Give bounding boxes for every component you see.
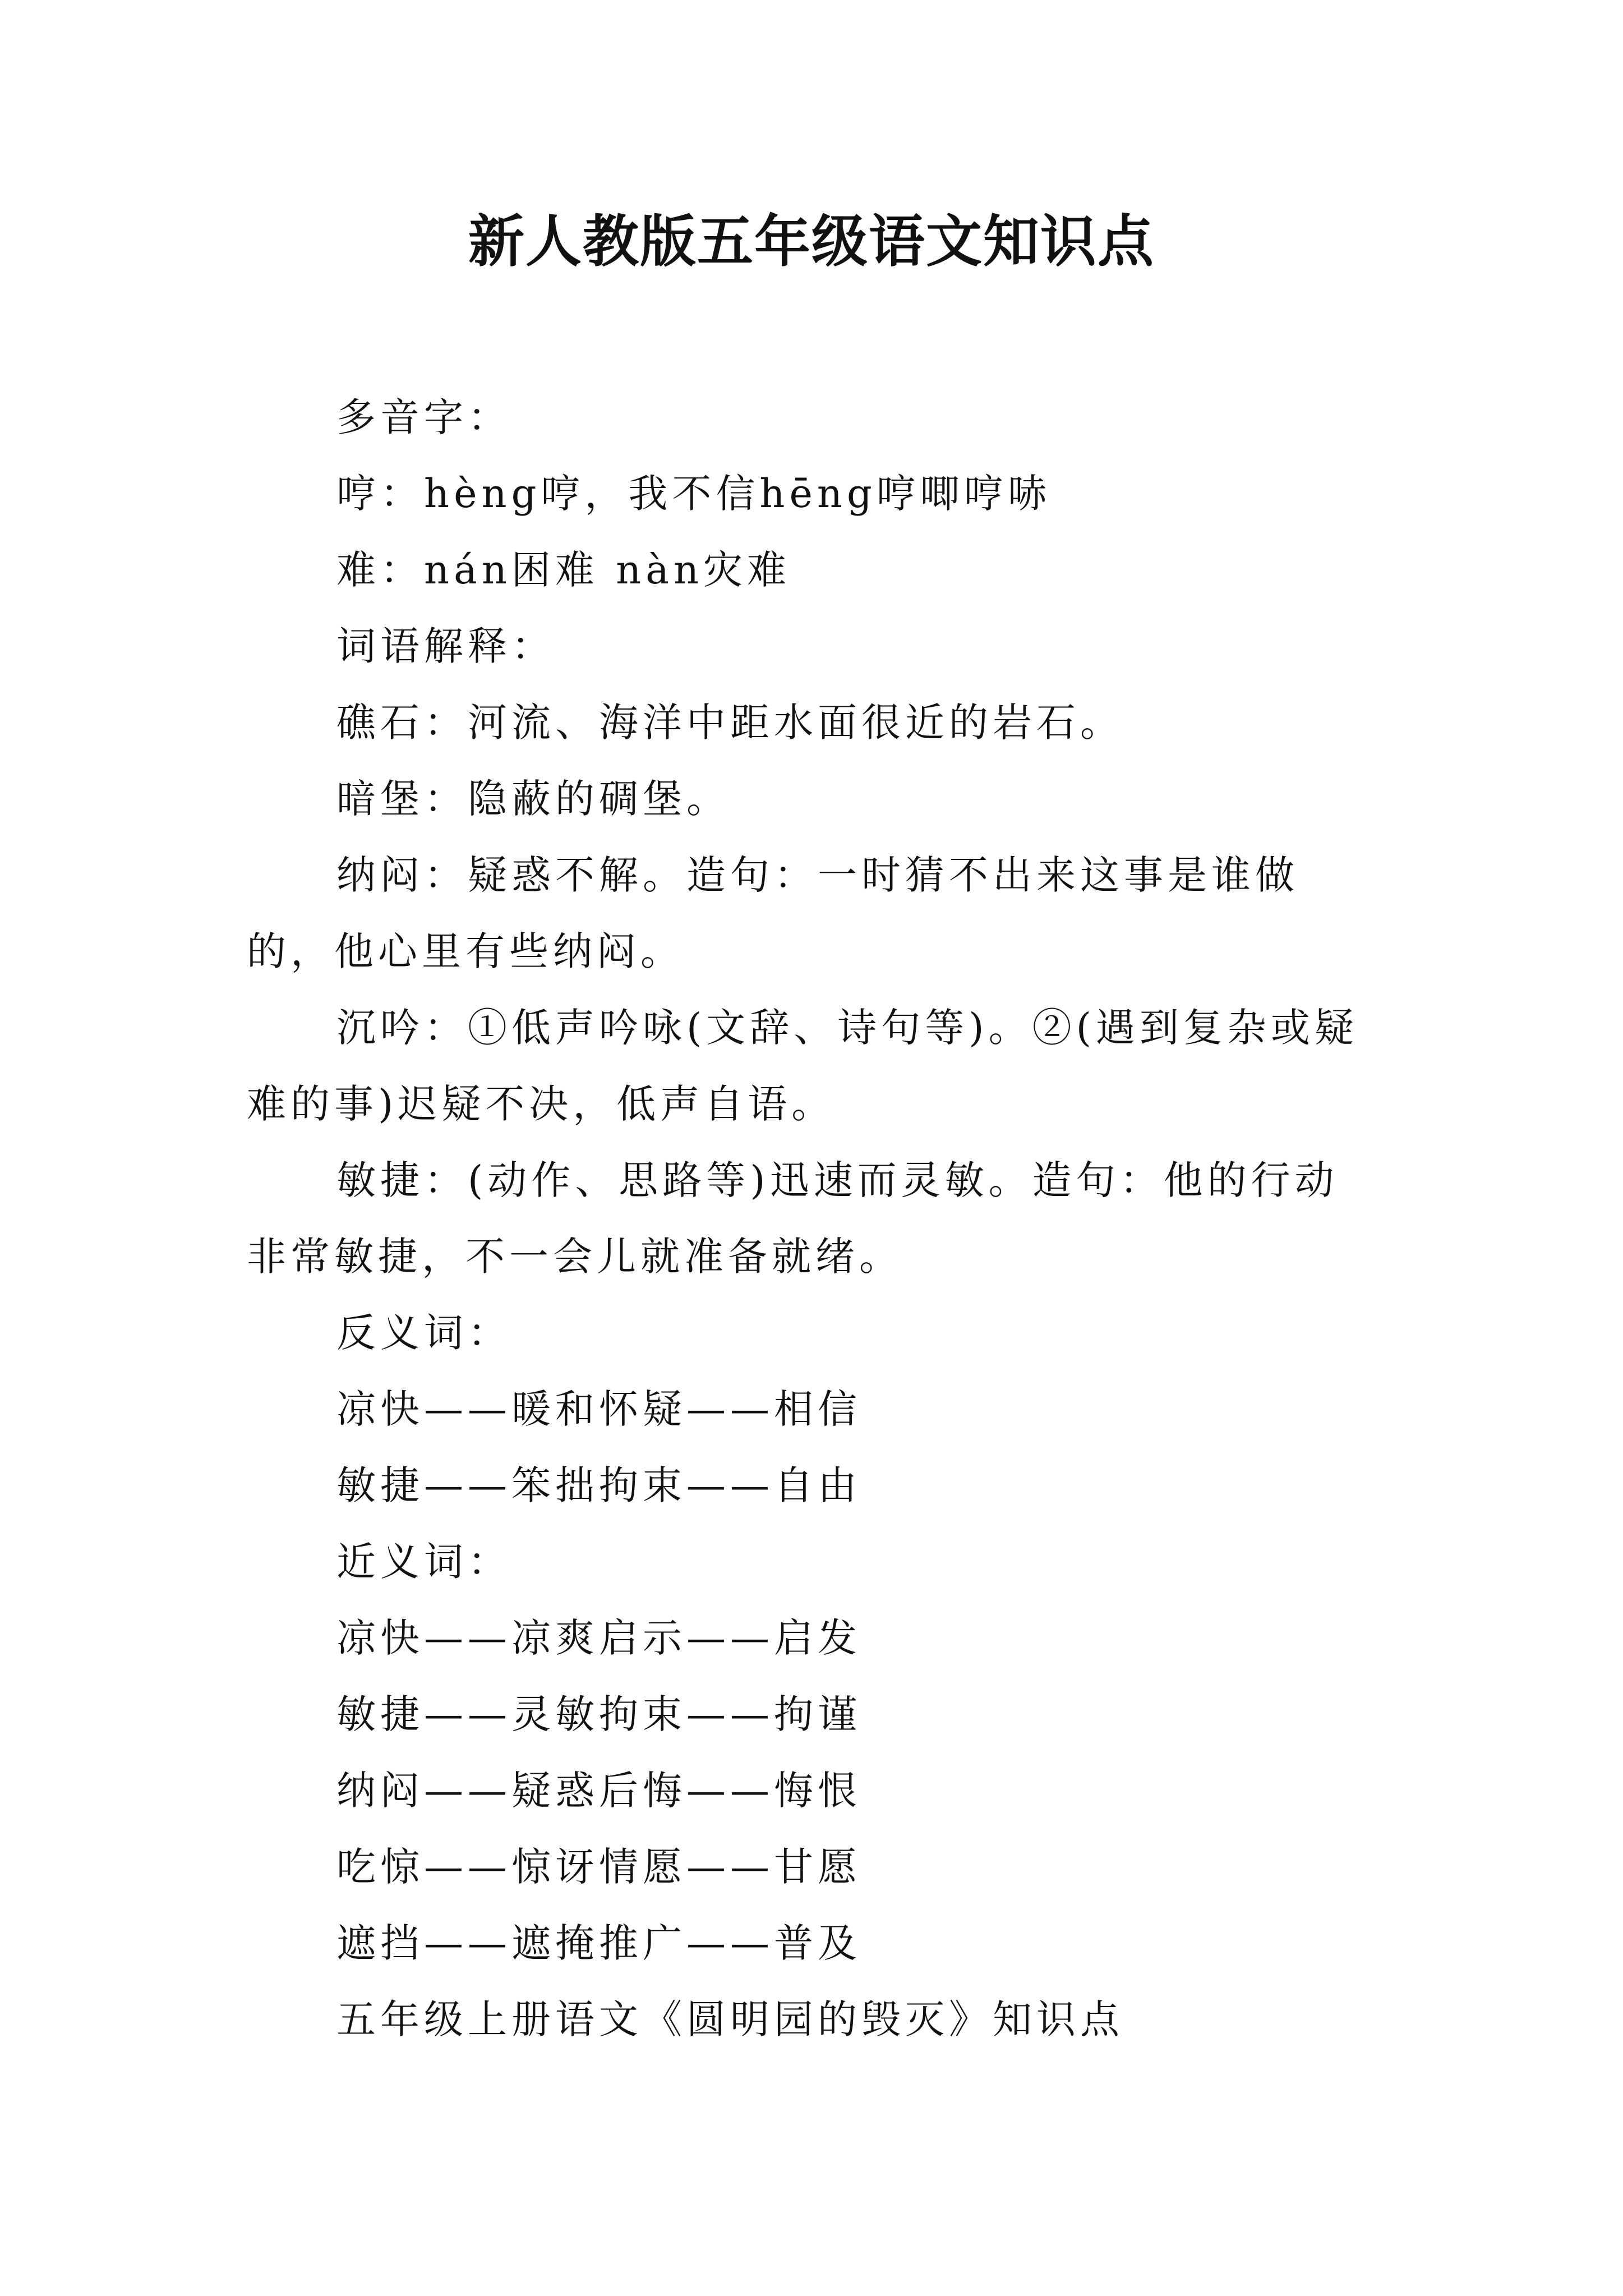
section-heading-synonyms: 近义词： [336, 1539, 511, 1585]
antonym-line-1: 凉快——暖和怀疑——相信 [336, 1386, 861, 1432]
definition-anbao: 暗堡：隐蔽的碉堡。 [336, 776, 730, 822]
synonym-line-4: 吃惊——惊讶情愿——甘愿 [336, 1844, 861, 1890]
synonym-line-3: 纳闷——疑惑后悔——悔恨 [336, 1768, 861, 1814]
section-heading-definitions: 词语解释： [336, 623, 555, 669]
section-heading-polyphonic: 多音字： [336, 394, 511, 440]
antonym-line-2: 敏捷——笨拙拘束——自由 [336, 1462, 861, 1508]
synonym-line-2: 敏捷——灵敏拘束——拘谨 [336, 1691, 861, 1737]
synonym-line-5: 遮挡——遮掩推广——普及 [336, 1920, 861, 1966]
section-heading-yuanmingyuan: 五年级上册语文《圆明园的毁灭》知识点 [336, 1996, 1124, 2042]
section-heading-antonyms: 反义词： [336, 1310, 511, 1356]
definition-namen: 纳闷：疑惑不解。造句：一时猜不出来这事是谁做的，他心里有些纳闷。 [247, 852, 1299, 974]
polyphonic-entry-heng: 哼：hèng哼，我不信hēng哼唧哼哧 [336, 471, 1052, 517]
polyphonic-entry-nan: 难：nán困难 nàn灾难 [336, 547, 791, 593]
synonym-line-1: 凉快——凉爽启示——启发 [336, 1615, 861, 1661]
document-body [247, 379, 1380, 2058]
definition-minjie: 敏捷：(动作、思路等)迅速而灵敏。造句：他的行动非常敏捷，不一会儿就准备就绪。 [247, 1157, 1339, 1280]
page-title: 新人教版五年级语文知识点 [468, 208, 1155, 274]
definition-jiaoshi: 礁石：河流、海洋中距水面很近的岩石。 [336, 700, 1124, 746]
definition-chenyin: 沉吟：①低声吟咏(文辞、诗句等)。②(遇到复杂或疑难的事)迟疑不决，低声自语。 [247, 1005, 1358, 1127]
